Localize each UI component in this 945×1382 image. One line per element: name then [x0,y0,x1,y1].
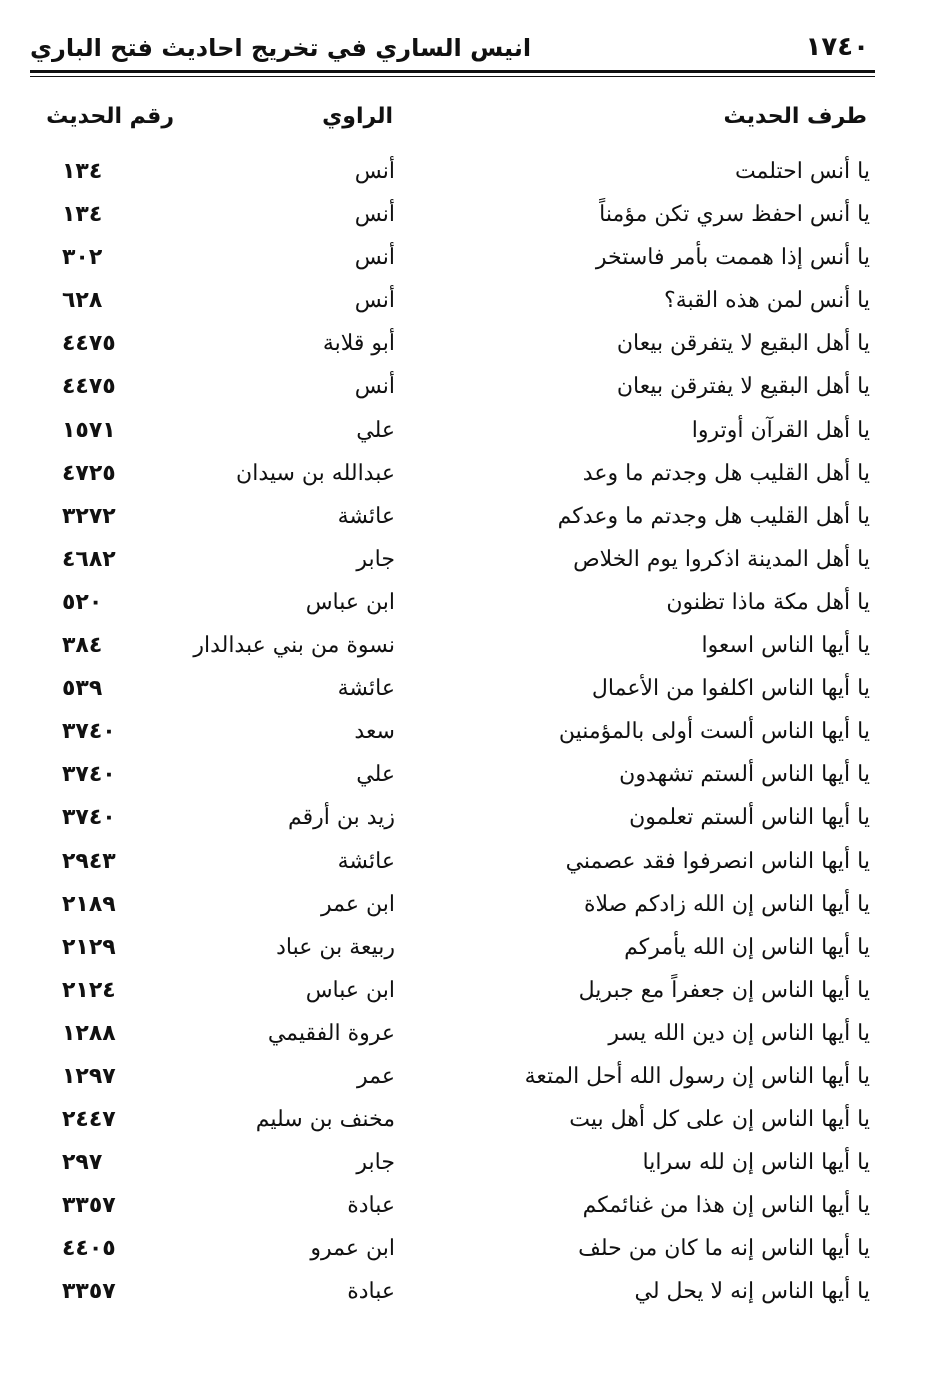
hadith-number: ٤٤٧٥ [62,374,116,400]
hadith-number: ٣٣٥٧ [62,1193,116,1219]
hadith-text: يا أيها الناس إن جعفراً مع جبريل [578,977,870,1003]
table-row [0,198,945,241]
hadith-number: ٤٤٠٥ [62,1236,116,1262]
hadith-number: ٣٨٤ [62,633,103,659]
hadith-number: ٣٧٤٠ [62,805,116,831]
hadith-text: يا أنس احفظ سري تكن مؤمناً [599,202,870,228]
narrator-name: نسوة من بني عبدالدار [193,633,395,659]
narrator-name: جابر [356,546,395,572]
hadith-text: يا أهل البقيع لا يفترقن بيعان [616,374,870,400]
hadith-number: ٥٣٩ [62,676,103,702]
narrator-name: سعد [354,719,395,745]
hadith-number: ٣٢٧٢ [62,503,116,529]
header-rule-thick [30,70,875,73]
table-row [0,1189,945,1232]
narrator-name: ابن عباس [305,977,395,1003]
narrator-name: أنس [354,202,395,228]
hadith-number: ٣٠٢ [62,245,103,271]
table-row [0,327,945,370]
narrator-name: عبدالله بن سيدان [236,460,395,486]
hadith-number: ١٣٤ [62,202,103,228]
narrator-name: أنس [354,374,395,400]
hadith-text: يا أيها الناس انصرفوا فقد عصمني [565,848,870,874]
narrator-name: ابن عمر [321,891,395,917]
hadith-text: يا أهل البقيع لا يتفرقن بيعان [616,331,870,357]
table-row [0,284,945,327]
hadith-text: يا أيها الناس إن رسول الله أحل المتعة [524,1063,870,1089]
hadith-number: ٤٤٧٥ [62,331,116,357]
hadith-number: ٢١٢٤ [62,977,116,1003]
narrator-name: زيد بن أرقم [287,805,395,831]
hadith-text: يا أهل القرآن أوتروا [691,417,870,443]
narrator-name: عائشة [337,676,395,702]
table-row [0,543,945,586]
table-row [0,1232,945,1275]
column-header-number: رقم الحديث [46,104,174,129]
narrator-name: أنس [354,288,395,314]
hadith-text: يا أنس إذا هممت بأمر فاستخر [595,245,870,271]
hadith-number: ٦٢٨ [62,288,103,314]
narrator-name: علي [356,762,395,788]
narrator-name: عبادة [347,1279,395,1305]
hadith-number: ٣٣٥٧ [62,1279,116,1305]
hadith-number: ١٢٩٧ [62,1063,116,1089]
table-row [0,155,945,198]
table-row [0,931,945,974]
hadith-text: يا أيها الناس إن دين الله يسر [608,1020,870,1046]
hadith-text: يا أهل القليب هل وجدتم ما وعد [582,460,870,486]
hadith-number: ٢٩٧ [62,1150,103,1176]
hadith-text: يا أنس احتلمت [734,159,870,184]
hadith-number: ٤٦٨٢ [62,546,116,572]
table-row [0,715,945,758]
hadith-text: يا أيها الناس إن الله يأمركم [624,934,870,960]
table-row [0,500,945,543]
table-row [0,845,945,888]
narrator-name: جابر [356,1150,395,1176]
hadith-text: يا أيها الناس ألستم تشهدون [619,762,870,788]
hadith-text: يا أيها الناس إن لله سرايا [642,1150,870,1176]
narrator-name: عائشة [337,848,395,874]
narrator-name: ابن عمرو [310,1236,395,1262]
hadith-number: ٣٧٤٠ [62,762,116,788]
table-row [0,414,945,457]
table-row [0,370,945,413]
hadith-text: يا أيها الناس إن الله زادكم صلاة [583,891,870,917]
hadith-number: ٢٤٤٧ [62,1107,116,1133]
table-row [0,888,945,931]
table-row [0,974,945,1017]
narrator-name: عمر [357,1063,395,1089]
table-row [0,1060,945,1103]
hadith-text: يا أهل المدينة اذكروا يوم الخلاص [573,546,870,572]
hadith-text: يا أيها الناس إنه ما كان من حلف [578,1236,870,1262]
column-header-hadith: طرف الحديث [723,104,867,129]
narrator-name: عبادة [347,1193,395,1219]
hadith-number: ٢١٨٩ [62,891,116,917]
running-head [30,30,875,74]
column-header-narrator: الراوي [322,104,393,129]
table-row [0,1146,945,1189]
hadith-text: يا أيها الناس إن على كل أهل بيت [569,1107,870,1133]
hadith-number: ٣٧٤٠ [62,719,116,745]
hadith-text: يا أنس لمن هذه القبة؟ [664,288,870,314]
hadith-number: ١٣٤ [62,159,103,184]
hadith-number: ٥٢٠ [62,589,103,615]
hadith-number: ٤٧٢٥ [62,460,116,486]
narrator-name: أنس [354,245,395,271]
hadith-text: يا أيها الناس ألست أولى بالمؤمنين [558,719,870,745]
narrator-name: ربيعة بن عباد [276,934,395,960]
hadith-number: ٢٩٤٣ [62,848,116,874]
table-row [0,1017,945,1060]
narrator-name: ابن عباس [305,589,395,615]
hadith-text: يا أيها الناس ألستم تعلمون [629,805,870,831]
hadith-text: يا أهل مكة ماذا تظنون [666,589,870,615]
header-rule-thin [30,76,875,77]
hadith-number: ١٢٨٨ [62,1020,116,1046]
hadith-number: ١٥٧١ [62,417,116,443]
table-row [0,758,945,801]
table-row [0,241,945,284]
narrator-name: عائشة [337,503,395,529]
hadith-text: يا أيها الناس إن هذا من غنائمكم [582,1193,870,1219]
index-table [0,155,945,1319]
hadith-number: ٢١٢٩ [62,934,116,960]
table-row [0,586,945,629]
hadith-text: يا أيها الناس إنه لا يحل لي [634,1279,870,1305]
table-row [0,1275,945,1318]
table-row [0,801,945,844]
narrator-name: أنس [354,159,395,184]
narrator-name: علي [356,417,395,443]
table-row [0,672,945,715]
table-row [0,629,945,672]
narrator-name: عروة الفقيمي [267,1020,395,1046]
page-number: ١٧٤٠ [805,32,869,62]
hadith-text: يا أيها الناس اسعوا [701,633,870,659]
table-row [0,457,945,500]
table-row [0,1103,945,1146]
hadith-text: يا أيها الناس اكلفوا من الأعمال [591,676,870,702]
book-title: انيس الساري في تخريج احاديث فتح الباري [30,34,532,62]
narrator-name: أبو قلابة [322,331,395,357]
hadith-text: يا أهل القليب هل وجدتم ما وعدكم [557,503,870,529]
narrator-name: مخنف بن سليم [255,1107,395,1133]
